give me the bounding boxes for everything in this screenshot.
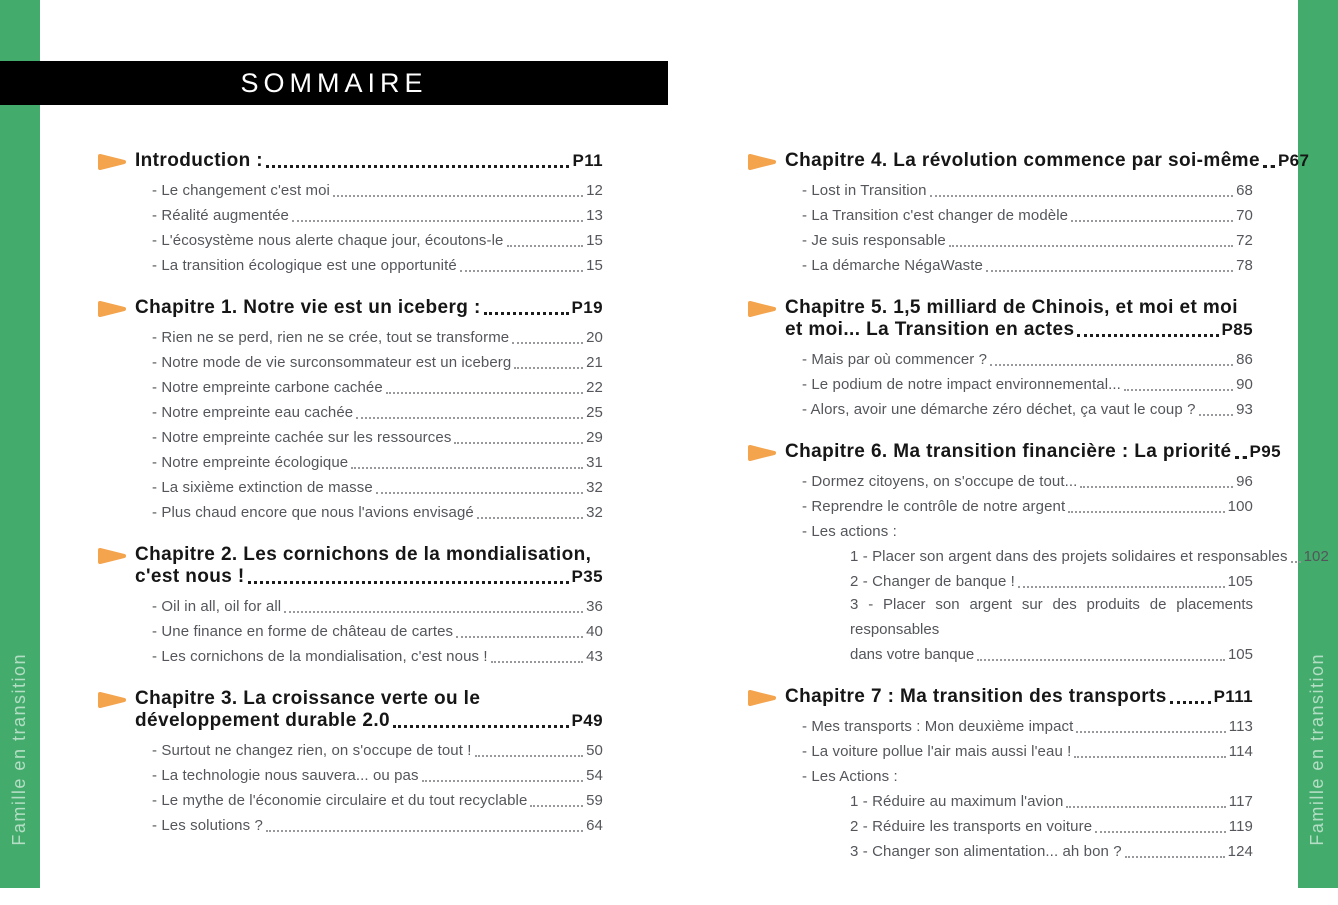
toc-item-page: 25 — [586, 404, 603, 421]
toc-item — [802, 176, 1253, 201]
chapter-page-ref: P19 — [571, 298, 603, 317]
dot-leader — [266, 830, 583, 832]
left-green-bar — [0, 0, 40, 888]
toc-item-page: 31 — [586, 454, 603, 471]
chapter-heading-line — [785, 297, 1253, 319]
chapter-heading — [785, 297, 1253, 341]
toc-item — [802, 517, 1253, 542]
chapter-title: Chapitre 1. Notre vie est un iceberg : — [135, 297, 481, 318]
chapter-heading — [785, 686, 1253, 708]
toc-item-label: 2 - Réduire les transports en voiture — [850, 818, 1093, 835]
toc-section — [97, 544, 603, 667]
chapter-heading-line — [785, 686, 1253, 708]
dot-leader — [460, 270, 583, 272]
right-spine-label: Famille en transition — [1307, 653, 1327, 846]
toc-item — [152, 323, 603, 348]
toc-item — [152, 448, 603, 473]
toc-item-page: 96 — [1236, 473, 1253, 490]
toc-item-label: - La démarche NégaWaste — [802, 257, 983, 274]
chapter-title: Chapitre 2. Les cornichons de la mondialisation, — [135, 544, 592, 565]
toc-item — [152, 761, 603, 786]
toc-item — [802, 737, 1253, 762]
dot-leader — [376, 492, 583, 494]
sommaire-banner — [0, 61, 668, 105]
toc-item-page: 113 — [1228, 718, 1253, 735]
toc-item — [850, 837, 1253, 862]
toc-item-label: - Mes transports : Mon deuxième impact — [802, 718, 1074, 735]
toc-item-label: - La technologie nous sauvera... ou pas — [152, 767, 419, 784]
chapter-heading — [135, 544, 603, 588]
toc-item — [152, 592, 603, 617]
dot-leader — [530, 805, 583, 807]
toc-item-page: 32 — [586, 479, 603, 496]
chapter-page-ref: P11 — [572, 151, 603, 170]
toc-item-page: 105 — [1227, 573, 1253, 590]
chapter-title: Chapitre 7 : Ma transition des transports — [785, 686, 1167, 707]
chapter-arrow-icon — [97, 153, 127, 176]
toc-item-label: - Rien ne se perd, rien ne se crée, tout se transforme — [152, 329, 510, 346]
dot-leader — [484, 312, 569, 315]
dot-leader — [1199, 414, 1234, 416]
chapter-arrow-icon — [97, 547, 127, 570]
toc-item-page: 68 — [1236, 182, 1253, 199]
toc-item-label: - Je suis responsable — [802, 232, 946, 249]
dot-leader — [1125, 856, 1225, 858]
dot-leader — [477, 517, 583, 519]
dot-leader — [930, 195, 1234, 197]
dot-leader — [986, 270, 1233, 272]
dot-leader — [507, 245, 584, 247]
toc-item-label: 2 - Changer de banque ! — [850, 573, 1015, 590]
dot-leader — [351, 467, 583, 469]
toc-item-page: 78 — [1236, 257, 1253, 274]
chapter-page-ref: P67 — [1277, 151, 1310, 170]
toc-item-label: - Notre empreinte eau cachée — [152, 404, 354, 421]
dot-leader — [1263, 165, 1275, 168]
dot-leader — [1235, 456, 1247, 459]
left-spine-label: Famille en transition — [9, 653, 29, 846]
toc-item — [152, 811, 603, 836]
toc-item-page: 15 — [586, 257, 603, 274]
dot-leader — [386, 392, 583, 394]
chapter-arrow-icon — [747, 300, 777, 323]
chapter-heading-line — [135, 566, 603, 588]
toc-item-label: - Les solutions ? — [152, 817, 263, 834]
toc-item-label: - Dormez citoyens, on s'occupe de tout... — [802, 473, 1078, 490]
toc-item-page: 32 — [586, 504, 603, 521]
toc-item — [850, 812, 1253, 837]
toc-item-page: 117 — [1228, 793, 1253, 810]
chapter-arrow-icon — [747, 689, 777, 712]
toc-item — [802, 345, 1253, 370]
dot-leader — [266, 165, 569, 168]
chapter-page-ref: P111 — [1213, 687, 1253, 706]
right-green-bar — [1298, 0, 1338, 888]
toc-item-page: 21 — [586, 354, 603, 371]
toc-item — [802, 762, 1253, 787]
toc-item-label: - Mais par où commencer ? — [802, 351, 988, 368]
toc-item-page: 114 — [1228, 743, 1253, 760]
chapter-title: développement durable 2.0 — [135, 710, 390, 731]
toc-item-label: 3 - Changer son alimentation... ah bon ? — [850, 843, 1122, 860]
dot-leader — [1071, 220, 1233, 222]
dot-leader — [422, 780, 584, 782]
chapter-page-ref: P95 — [1249, 442, 1281, 461]
toc-item — [802, 251, 1253, 276]
dot-leader — [977, 659, 1225, 661]
dot-leader — [292, 220, 583, 222]
dot-leader — [1018, 586, 1225, 588]
toc-item — [802, 201, 1253, 226]
toc-item — [152, 498, 603, 523]
dot-leader — [1076, 731, 1225, 733]
toc-item — [802, 467, 1253, 492]
dot-leader — [1095, 831, 1226, 833]
toc-item-label: - Reprendre le contrôle de notre argent — [802, 498, 1066, 515]
toc-item-page: 20 — [586, 329, 603, 346]
toc-item — [152, 473, 603, 498]
toc-section — [97, 688, 603, 836]
toc-item — [152, 226, 603, 251]
toc-item-label: - L'écosystème nous alerte chaque jour, écoutons-le — [152, 232, 504, 249]
dot-leader — [1074, 756, 1225, 758]
toc-item-page: 50 — [586, 742, 603, 759]
toc-item-label: - Le changement c'est moi — [152, 182, 330, 199]
toc-item-page: 72 — [1236, 232, 1253, 249]
dot-leader — [248, 581, 569, 584]
dot-leader — [1066, 806, 1225, 808]
toc-item — [802, 712, 1253, 737]
dot-leader — [393, 725, 569, 728]
toc-section — [747, 686, 1253, 862]
chapter-title: c'est nous ! — [135, 566, 245, 587]
dot-leader — [1080, 486, 1233, 488]
chapter-title: Chapitre 5. 1,5 milliard de Chinois, et moi et moi — [785, 297, 1238, 318]
chapter-page-ref: P35 — [571, 567, 603, 586]
toc-item-page: 70 — [1236, 207, 1253, 224]
dot-leader — [1291, 561, 1301, 563]
dot-leader — [514, 367, 583, 369]
toc-item-label: - Alors, avoir une démarche zéro déchet, ça vaut le coup ? — [802, 401, 1196, 418]
toc-item-page: 36 — [586, 598, 603, 615]
toc-item-page: 105 — [1227, 646, 1253, 663]
dot-leader — [491, 661, 583, 663]
chapter-heading — [135, 297, 603, 319]
chapter-heading — [135, 688, 603, 732]
toc-item-label: 1 - Réduire au maximum l'avion — [850, 793, 1064, 810]
toc-item-label: - Les Actions : — [802, 768, 898, 785]
toc-item-page: 43 — [586, 648, 603, 665]
chapter-heading-line — [785, 319, 1253, 341]
dot-leader — [333, 195, 583, 197]
toc-item-page: 102 — [1303, 548, 1329, 565]
chapter-heading-line — [785, 150, 1310, 172]
chapter-heading-line — [135, 297, 603, 319]
chapter-title: Chapitre 4. La révolution commence par soi-même — [785, 150, 1260, 171]
toc-item — [802, 492, 1253, 517]
chapter-heading — [785, 441, 1281, 463]
toc-item-label: - Oil in all, oil for all — [152, 598, 282, 615]
toc-item-label: - Le mythe de l'économie circulaire et du tout recyclable — [152, 792, 528, 809]
chapter-heading — [785, 150, 1310, 172]
toc-item-label: - Notre empreinte cachée sur les ressources — [152, 429, 452, 446]
toc-item — [850, 542, 1329, 567]
toc-item — [152, 786, 603, 811]
toc-item — [152, 617, 603, 642]
toc-item-label: - La transition écologique est une opportunité — [152, 257, 457, 274]
toc-item-label: - Notre mode de vie surconsommateur est un iceberg — [152, 354, 512, 371]
chapter-title: Introduction : — [135, 150, 264, 171]
toc-item-line — [850, 642, 1253, 665]
chapter-arrow-icon — [97, 300, 127, 323]
chapter-heading-line — [135, 710, 603, 732]
toc-section — [97, 150, 603, 276]
toc-item-page: 124 — [1227, 843, 1253, 860]
toc-item-label: 3 - Placer son argent sur des produits de placements responsables — [850, 596, 1253, 638]
toc-item-page: 119 — [1228, 818, 1253, 835]
toc-item-label: - Une finance en forme de château de cartes — [152, 623, 454, 640]
toc-item — [850, 567, 1253, 592]
toc-item-page: 54 — [586, 767, 603, 784]
chapter-heading-line — [785, 441, 1281, 463]
toc-item-label: - Notre empreinte écologique — [152, 454, 349, 471]
chapter-page-ref: P49 — [571, 711, 603, 730]
toc-item — [850, 787, 1253, 812]
toc-item-page: 40 — [586, 623, 603, 640]
toc-item-page: 15 — [586, 232, 603, 249]
toc-item-page: 12 — [586, 182, 603, 199]
toc-item — [152, 373, 603, 398]
toc-item — [802, 226, 1253, 251]
toc-item-label: - Réalité augmentée — [152, 207, 289, 224]
toc-item — [802, 395, 1253, 420]
chapter-heading-line — [135, 544, 603, 566]
toc-item — [152, 642, 603, 667]
toc-item-page: 100 — [1227, 498, 1253, 515]
dot-leader — [454, 442, 583, 444]
toc-item-label: - La Transition c'est changer de modèle — [802, 207, 1069, 224]
toc-section — [747, 150, 1310, 276]
toc-item — [152, 251, 603, 276]
toc-item-label: - Plus chaud encore que nous l'avions envisagé — [152, 504, 474, 521]
toc-item-label: - La voiture pollue l'air mais aussi l'eau ! — [802, 743, 1072, 760]
toc-section — [97, 297, 603, 523]
toc-item-page: 64 — [586, 817, 603, 834]
toc-item — [152, 423, 603, 448]
toc-item-label: - Lost in Transition — [802, 182, 927, 199]
toc-item-label: 1 - Placer son argent dans des projets solidaires et responsables — [850, 548, 1288, 565]
toc-item — [152, 201, 603, 226]
dot-leader — [1077, 334, 1218, 337]
dot-leader — [1170, 701, 1211, 704]
toc-item — [152, 176, 603, 201]
dot-leader — [456, 636, 583, 638]
toc-item-page: 22 — [586, 379, 603, 396]
toc-item-label: - Surtout ne changez rien, on s'occupe de tout ! — [152, 742, 472, 759]
toc-item-label: - Les actions : — [802, 523, 897, 540]
dot-leader — [475, 755, 584, 757]
toc-item-label: dans votre banque — [850, 646, 975, 663]
toc-section — [747, 441, 1329, 665]
dot-leader — [284, 611, 583, 613]
chapter-arrow-icon — [97, 691, 127, 714]
toc-item — [152, 348, 603, 373]
page-title: SOMMAIRE — [240, 67, 428, 98]
dot-leader — [949, 245, 1233, 247]
dot-leader — [990, 364, 1233, 366]
chapter-heading — [135, 150, 603, 172]
dot-leader — [1068, 511, 1224, 513]
dot-leader — [1124, 389, 1233, 391]
chapter-title: Chapitre 6. Ma transition financière : La priorité — [785, 441, 1232, 462]
toc-item-page: 93 — [1236, 401, 1253, 418]
toc-column-left — [97, 150, 603, 857]
toc-item-label: - Le podium de notre impact environnemental... — [802, 376, 1121, 393]
chapter-page-ref: P85 — [1221, 320, 1253, 339]
chapter-heading-line — [135, 150, 603, 172]
toc-item — [152, 398, 603, 423]
toc-item-label: - Notre empreinte carbone cachée — [152, 379, 383, 396]
dot-leader — [356, 417, 583, 419]
toc-item — [152, 736, 603, 761]
toc-item-label: - La sixième extinction de masse — [152, 479, 373, 496]
toc-item — [802, 370, 1253, 395]
chapter-arrow-icon — [747, 153, 777, 176]
chapter-heading-line — [135, 688, 603, 710]
toc-item-label: - Les cornichons de la mondialisation, c'est nous ! — [152, 648, 488, 665]
chapter-title: et moi... La Transition en actes — [785, 319, 1075, 340]
toc-item-page: 29 — [586, 429, 603, 446]
toc-item-page: 13 — [586, 207, 603, 224]
toc-item — [850, 592, 1253, 665]
chapter-title: Chapitre 3. La croissance verte ou le — [135, 688, 481, 709]
toc-item-page: 90 — [1236, 376, 1253, 393]
chapter-arrow-icon — [747, 444, 777, 467]
dot-leader — [512, 342, 583, 344]
toc-item-page: 86 — [1236, 351, 1253, 368]
toc-section — [747, 297, 1253, 420]
toc-item-page: 59 — [586, 792, 603, 809]
